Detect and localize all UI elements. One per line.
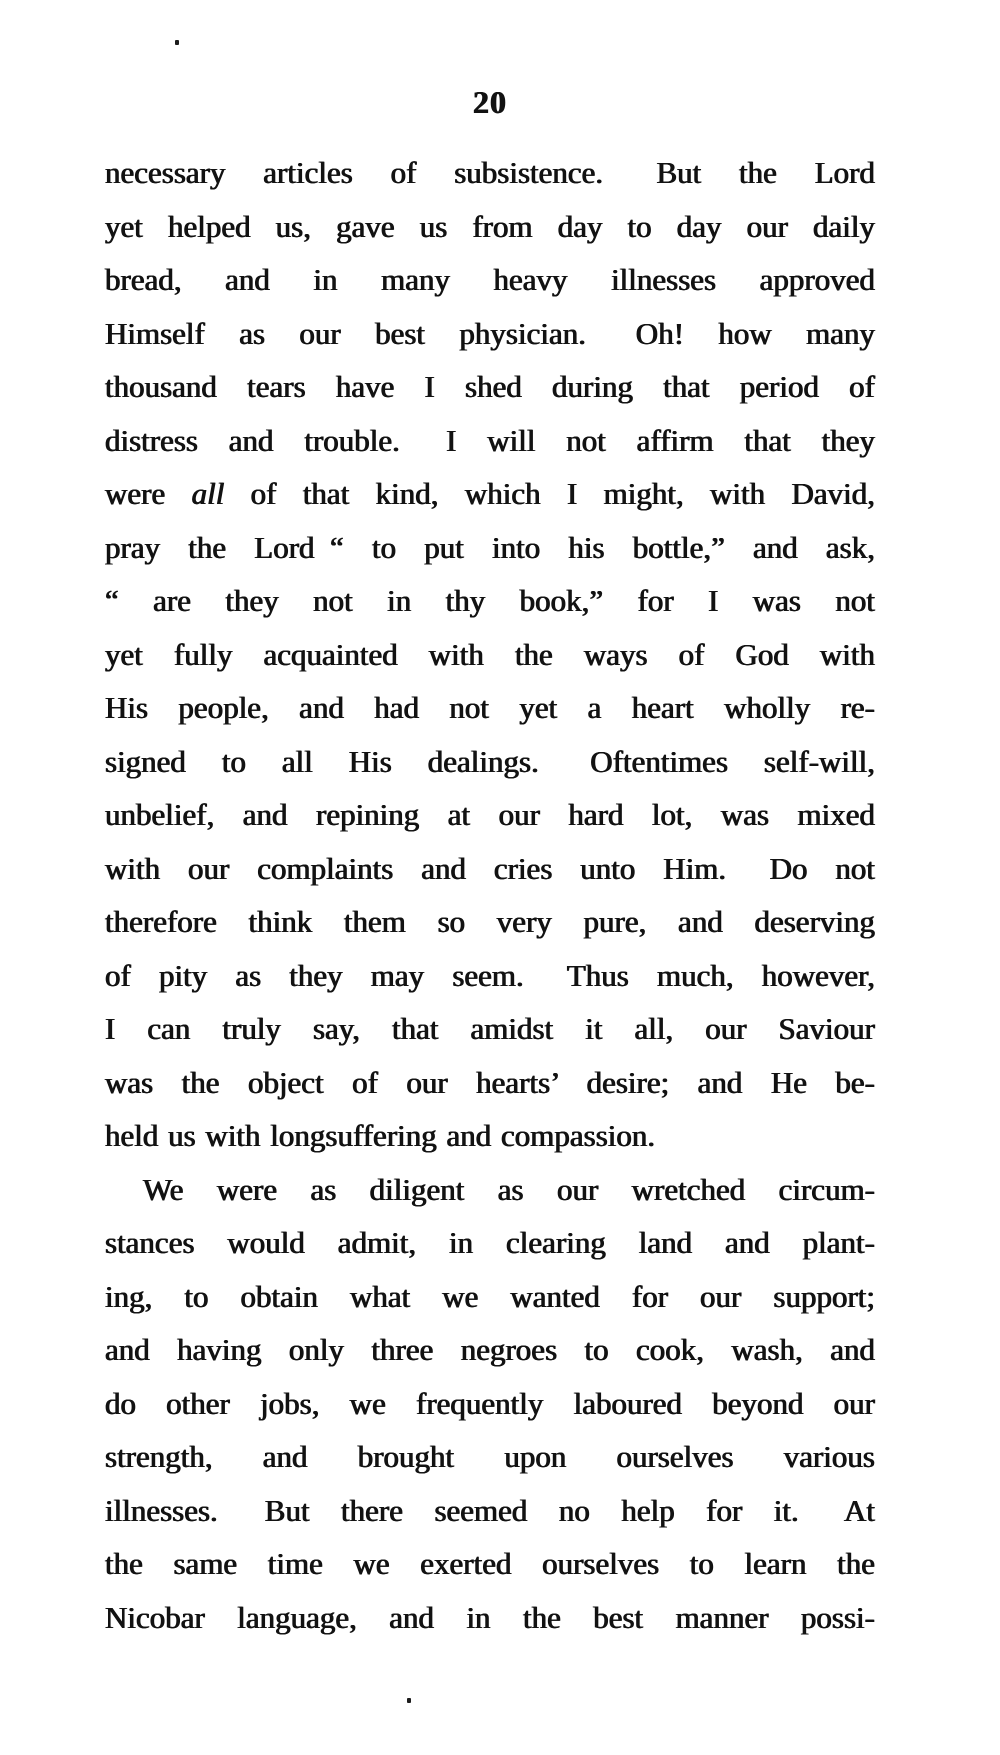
- italic-text: all: [191, 476, 225, 511]
- text-block: [105, 146, 875, 1644]
- text-segment: Nicobar language, and in the best manner possi-: [105, 1599, 875, 1635]
- text-segment: Himself as our best physician. Oh! how many: [105, 315, 875, 351]
- text-segment: do other jobs, we frequently laboured beyond our: [105, 1385, 875, 1421]
- text-line: [105, 1591, 875, 1645]
- text-line: [105, 1216, 875, 1270]
- text-line: [105, 1270, 875, 1324]
- text-segment: therefore think them so very pure, and deserving: [105, 904, 875, 939]
- text-segment: pray the Lord “ to put into his bottle,” and ask,: [105, 529, 875, 565]
- text-segment: bread, and in many heavy illnesses approved: [105, 262, 875, 297]
- text-line: [105, 467, 875, 521]
- text-line: [105, 628, 875, 682]
- text-line: [105, 1537, 875, 1591]
- text-line: [105, 895, 875, 949]
- text-line: [105, 574, 875, 628]
- text-line: [105, 360, 875, 414]
- text-segment: thousand tears have I shed during that period of: [105, 369, 875, 404]
- text-segment: signed to all His dealings. Oftentimes self-will,: [105, 743, 875, 779]
- text-segment: I can truly say, that amidst it all, our Saviour: [105, 1011, 875, 1046]
- text-segment: strength, and brought upon ourselves various: [105, 1439, 875, 1474]
- text-segment: of that kind, which I might, with David,: [224, 476, 875, 511]
- text-line: [105, 307, 875, 361]
- text-line: [105, 1377, 875, 1431]
- page-number: 20: [473, 84, 507, 120]
- text-line: [105, 735, 875, 789]
- text-segment: His people, and had not yet a heart wholly re-: [105, 690, 875, 725]
- text-line: [105, 1056, 875, 1110]
- text-line: [105, 842, 875, 896]
- text-segment: with our complaints and cries unto Him. Do not: [105, 850, 875, 886]
- ink-speck: [175, 40, 179, 45]
- text-line: [105, 681, 875, 735]
- text-line: [105, 253, 875, 307]
- text-line: [105, 1002, 875, 1056]
- text-segment: yet helped us, gave us from day to day our daily: [105, 208, 875, 244]
- text-segment: yet fully acquainted with the ways of God with: [105, 636, 875, 672]
- text-line: [105, 1323, 875, 1377]
- text-line: [105, 949, 875, 1003]
- text-segment: ing, to obtain what we wanted for our support;: [105, 1278, 875, 1314]
- text-segment: of pity as they may seem. Thus much, however,: [105, 957, 875, 993]
- text-segment: illnesses. But there seemed no help for it. At: [105, 1492, 875, 1528]
- text-segment: necessary articles of subsistence. But the Lord: [105, 155, 875, 190]
- text-segment: was the object of our hearts’ desire; and He be-: [105, 1064, 875, 1100]
- text-segment: and having only three negroes to cook, wash, and: [105, 1332, 875, 1367]
- text-line: [105, 1484, 875, 1538]
- text-segment: “ are they not in thy book,” for I was not: [105, 583, 875, 618]
- text-line: [105, 1430, 875, 1484]
- text-line: [105, 146, 875, 200]
- text-segment: We were as diligent as our wretched circum-: [143, 1171, 875, 1207]
- text-segment: were: [105, 476, 192, 511]
- text-line: [105, 788, 875, 842]
- text-segment: distress and trouble. I will not affirm that they: [105, 422, 875, 458]
- text-line: [105, 1163, 875, 1217]
- ink-speck: [407, 1698, 411, 1703]
- text-line: [105, 521, 875, 575]
- text-segment: unbelief, and repining at our hard lot, was mixed: [105, 797, 875, 832]
- text-segment: held us with longsuffering and compassion.: [105, 1118, 656, 1153]
- text-line: [105, 414, 875, 468]
- text-line: [105, 200, 875, 254]
- text-segment: the same time we exerted ourselves to learn the: [105, 1546, 875, 1581]
- text-segment: stances would admit, in clearing land and plant-: [105, 1225, 875, 1260]
- text-line: [105, 1109, 875, 1163]
